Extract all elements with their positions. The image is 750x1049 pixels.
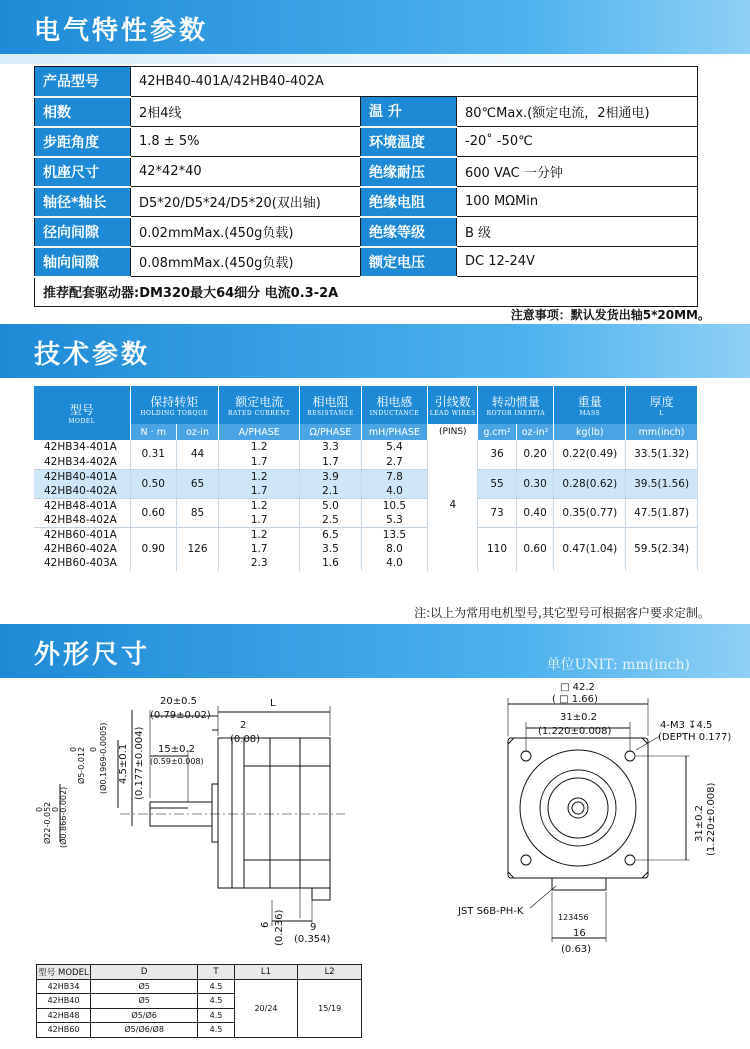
mass-cell: 0.28(0.62)	[554, 469, 626, 498]
model-cell: 42HB40	[37, 994, 91, 1009]
unit-header: Ω/PHASE	[300, 424, 361, 440]
t-cell: 4.5	[198, 1008, 234, 1023]
spec-value: 0.02mmMax.(450g负载)	[131, 217, 361, 247]
lead-wires-cell: 4	[428, 440, 478, 571]
shaft-dimension-table	[36, 964, 362, 1038]
table-row	[35, 277, 698, 307]
dimension-drawing	[0, 676, 750, 961]
torque-oz-cell: 85	[177, 498, 219, 527]
spec-value: D5*20/D5*24/D5*20(双出轴)	[131, 187, 361, 217]
current-cell: 1.2	[219, 469, 300, 484]
inductance-cell: 5.3	[361, 513, 428, 528]
current-cell: 2.3	[219, 556, 300, 571]
dim-label: (0.79±0.02)	[150, 710, 211, 721]
mount-hole	[625, 751, 635, 761]
unit-header: (PINS)	[428, 424, 478, 440]
table-row	[35, 67, 698, 97]
shipping-note: 注意事项：默认发货出轴5*20MM。	[510, 308, 710, 322]
table-row	[37, 965, 362, 980]
current-cell: 1.2	[219, 440, 300, 455]
spec-value: 0.08mmMax.(450g负载)	[131, 247, 361, 277]
mount-hole	[625, 855, 635, 865]
dim-label: 4-M3 ↧4.5	[660, 720, 713, 731]
model-cell: 42HB34-402A	[34, 455, 130, 470]
table-row	[35, 187, 698, 217]
motor-connector	[312, 888, 330, 900]
spec-value: 600 VAC 一分钟	[457, 157, 698, 187]
dim-label: (1.220±0.008)	[538, 726, 612, 737]
dim-label: 6	[260, 921, 271, 928]
dim-label: L	[270, 698, 276, 709]
dim-label: (Ø0.1969-0.0005)	[99, 722, 108, 794]
column-header: 厚度 L	[626, 386, 698, 424]
dim-label: □ 42.2	[560, 682, 595, 693]
unit-header: kg(lb)	[554, 424, 626, 440]
table-row	[35, 127, 698, 157]
column-header: L2	[298, 965, 362, 980]
dim-label: 123456	[558, 913, 589, 922]
inductance-cell: 4.0	[361, 484, 428, 499]
spec-label: 相数	[35, 97, 131, 127]
mass-cell: 0.35(0.77)	[554, 498, 626, 527]
dim-label: 20±0.5	[160, 696, 198, 707]
table-row	[34, 498, 698, 513]
spec-value: -20˚ -50℃	[457, 127, 698, 157]
inertia-oz-cell: 0.40	[516, 498, 554, 527]
spec-value: 42HB40-401A/42HB40-402A	[131, 67, 698, 97]
table-row	[37, 979, 362, 994]
section-banner-technical	[0, 324, 750, 378]
unit-label: 单位UNIT: mm(inch)	[546, 657, 690, 673]
l1-cell: 20/24	[234, 979, 298, 1037]
dim-label: 2	[240, 720, 247, 731]
spec-label: 步距角度	[35, 127, 131, 157]
l2-cell: 15/19	[298, 979, 362, 1037]
torque-oz-cell: 65	[177, 469, 219, 498]
column-header: 型号 MODEL	[37, 965, 91, 980]
model-cell: 42HB60	[37, 1023, 91, 1038]
section-banner-electrical	[0, 0, 750, 54]
resistance-cell: 2.5	[300, 513, 361, 528]
t-cell: 4.5	[198, 994, 234, 1009]
dim-label: ( □ 1.66)	[552, 694, 598, 705]
torque-nm-cell: 0.60	[130, 498, 177, 527]
unit-header: mm(inch)	[626, 424, 698, 440]
table-row	[34, 440, 698, 455]
dim-label: 0	[51, 806, 60, 812]
spec-label: 产品型号	[35, 67, 131, 97]
mount-hole	[521, 855, 531, 865]
table-row	[34, 527, 698, 542]
motor-front-face	[508, 738, 648, 878]
section-banner-dimensions	[0, 624, 750, 678]
unit-header: oz-in²	[516, 424, 554, 440]
spec-label: 环境温度	[361, 127, 457, 157]
dim-label: Ø5-0.012	[77, 746, 86, 784]
section-title: 电气特性参数	[34, 16, 209, 46]
d-cell: Ø5/Ø6	[91, 1008, 198, 1023]
current-cell: 1.7	[219, 484, 300, 499]
dim-label: (Ø0.866-0.002)	[59, 786, 68, 848]
spec-value: 100 MΩMin	[457, 187, 698, 217]
dim-label: (0.63)	[561, 944, 592, 955]
electrical-spec-table	[34, 66, 698, 307]
dim-label: 16	[573, 928, 586, 939]
spec-label: 径向间隙	[35, 217, 131, 247]
d-cell: Ø5	[91, 979, 198, 994]
current-cell: 1.2	[219, 498, 300, 513]
table-row	[35, 157, 698, 187]
model-cell: 42HB40-402A	[34, 484, 130, 499]
mass-cell: 0.47(1.04)	[554, 527, 626, 571]
column-header: 型号 MODEL	[34, 386, 130, 440]
spec-label: 机座尺寸	[35, 157, 131, 187]
spec-label: 绝缘等级	[361, 217, 457, 247]
spec-label: 轴径*轴长	[35, 187, 131, 217]
current-cell: 1.7	[219, 455, 300, 470]
current-cell: 1.7	[219, 542, 300, 557]
column-header: 相电感 INDUCTANCE	[361, 386, 428, 424]
mount-hole	[521, 751, 531, 761]
inertia-oz-cell: 0.30	[516, 469, 554, 498]
dim-label: 9	[310, 922, 317, 933]
torque-nm-cell: 0.50	[130, 469, 177, 498]
torque-nm-cell: 0.90	[130, 527, 177, 571]
spec-value: 80℃Max.(额定电流，2相通电)	[457, 97, 698, 127]
dim-label: Ø22-0.052	[43, 801, 52, 844]
table-row	[34, 469, 698, 484]
spec-label: 额定电压	[361, 247, 457, 277]
spec-value: 1.8 ± 5%	[131, 127, 361, 157]
current-cell: 1.7	[219, 513, 300, 528]
dim-label: 31±0.2	[694, 804, 705, 842]
model-cell: 42HB60-401A	[34, 527, 130, 542]
model-cell: 42HB60-403A	[34, 556, 130, 571]
inertia-gcm-cell: 110	[478, 527, 517, 571]
column-header: D	[91, 965, 198, 980]
t-cell: 4.5	[198, 1023, 234, 1038]
driver-recommendation: 推荐配套驱动器:DM320最大64细分 电流0.3-2A	[35, 277, 698, 307]
inertia-gcm-cell: 73	[478, 498, 517, 527]
length-cell: 59.5(2.34)	[626, 527, 698, 571]
inertia-oz-cell: 0.60	[516, 527, 554, 571]
t-cell: 4.5	[198, 979, 234, 994]
dim-label: 0	[89, 746, 98, 752]
dim-label: (0.59±0.008)	[150, 757, 204, 766]
d-cell: Ø5/Ø6/Ø8	[91, 1023, 198, 1038]
unit-header: oz-in	[177, 424, 219, 440]
section-title: 技术参数	[34, 340, 151, 370]
unit-header: mH/PHASE	[361, 424, 428, 440]
inductance-cell: 7.8	[361, 469, 428, 484]
resistance-cell: 3.3	[300, 440, 361, 455]
spec-label: 轴向间隙	[35, 247, 131, 277]
divider	[0, 54, 750, 64]
table-row	[35, 217, 698, 247]
spec-label: 温 升	[361, 97, 457, 127]
dim-label: (0.08)	[230, 734, 261, 745]
unit-header: N · m	[130, 424, 177, 440]
resistance-cell: 5.0	[300, 498, 361, 513]
column-header: 引线数 LEAD WIRES	[428, 386, 478, 424]
torque-oz-cell: 44	[177, 440, 219, 469]
inertia-gcm-cell: 55	[478, 469, 517, 498]
inductance-cell: 13.5	[361, 527, 428, 542]
model-cell: 42HB40-401A	[34, 469, 130, 484]
resistance-cell: 1.6	[300, 556, 361, 571]
dim-label: 0	[35, 806, 44, 812]
resistance-cell: 1.7	[300, 455, 361, 470]
column-header: 转动惯量 ROTOR INERTIA	[478, 386, 554, 424]
column-header: 保持转矩 HOLDING TORQUE	[130, 386, 219, 424]
length-cell: 47.5(1.87)	[626, 498, 698, 527]
dim-label: 15±0.2	[158, 744, 196, 755]
column-header: 额定电流 RATED CURRENT	[219, 386, 300, 424]
model-cell: 42HB48	[37, 1008, 91, 1023]
dim-label: 4.5±0.1	[118, 743, 129, 784]
table-row	[35, 247, 698, 277]
dim-label: 0	[69, 746, 78, 752]
resistance-cell: 6.5	[300, 527, 361, 542]
spec-value: DC 12-24V	[457, 247, 698, 277]
inductance-cell: 4.0	[361, 556, 428, 571]
column-header: T	[198, 965, 234, 980]
column-header: 相电阻 RESISTANCE	[300, 386, 361, 424]
inertia-oz-cell: 0.20	[516, 440, 554, 469]
technical-spec-table	[34, 386, 698, 571]
resistance-cell: 3.9	[300, 469, 361, 484]
dim-label: (0.177±0.004)	[134, 726, 145, 800]
motor-side-body	[218, 738, 330, 888]
dim-label: (1.220±0.008)	[706, 782, 717, 856]
dim-label: (0.354)	[294, 934, 331, 945]
length-cell: 39.5(1.56)	[626, 469, 698, 498]
resistance-cell: 3.5	[300, 542, 361, 557]
spec-label: 绝缘耐压	[361, 157, 457, 187]
length-cell: 33.5(1.32)	[626, 440, 698, 469]
d-cell: Ø5	[91, 994, 198, 1009]
spec-value: 42*42*40	[131, 157, 361, 187]
column-header: 重量 MASS	[554, 386, 626, 424]
model-cell: 42HB48-402A	[34, 513, 130, 528]
front-connector	[552, 878, 606, 890]
dim-label: 31±0.2	[560, 712, 598, 723]
inductance-cell: 10.5	[361, 498, 428, 513]
inductance-cell: 8.0	[361, 542, 428, 557]
dim-label: JST S6B-PH-K	[458, 906, 524, 917]
table-row	[35, 97, 698, 127]
unit-header: g.cm²	[478, 424, 517, 440]
spec-value: B 级	[457, 217, 698, 247]
model-cell: 42HB34	[37, 979, 91, 994]
current-cell: 1.2	[219, 527, 300, 542]
torque-nm-cell: 0.31	[130, 440, 177, 469]
inductance-cell: 5.4	[361, 440, 428, 455]
torque-oz-cell: 126	[177, 527, 219, 571]
model-cell: 42HB60-402A	[34, 542, 130, 557]
dim-label: (0.236)	[274, 909, 285, 946]
customization-note: 注:以上为常用电机型号,其它型号可根据客户要求定制。	[414, 606, 710, 620]
model-cell: 42HB48-401A	[34, 498, 130, 513]
model-cell: 42HB34-401A	[34, 440, 130, 455]
column-header: L1	[234, 965, 298, 980]
inductance-cell: 2.7	[361, 455, 428, 470]
resistance-cell: 2.1	[300, 484, 361, 499]
front-flange-circle	[520, 750, 636, 866]
spec-value: 2相4线	[131, 97, 361, 127]
mass-cell: 0.22(0.49)	[554, 440, 626, 469]
unit-header: A/PHASE	[219, 424, 300, 440]
section-title: 外形尺寸	[34, 640, 151, 670]
spec-label: 绝缘电阻	[361, 187, 457, 217]
dim-label: (DEPTH 0.177)	[658, 732, 732, 743]
inertia-gcm-cell: 36	[478, 440, 517, 469]
